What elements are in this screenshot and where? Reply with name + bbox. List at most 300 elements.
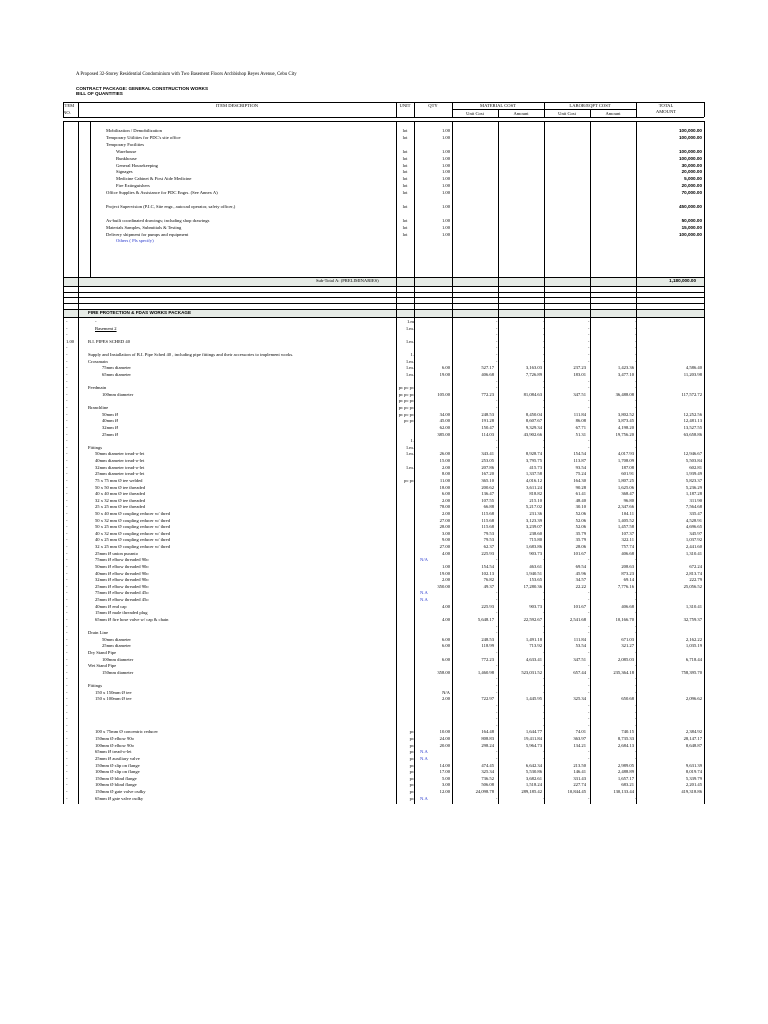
row-lab-amount: 757.74 [621,544,634,550]
row-total: 4,586.40 [685,365,702,371]
empty-cell-dash: - [543,385,545,391]
row-lab-amount: 1,807.25 [617,477,634,483]
row-description: 25mm Ø elbow threaded 45o [95,597,149,603]
row-qty: N/A [420,557,428,563]
prelim-unit: lot [402,203,408,209]
empty-cell-dash: - [543,676,545,682]
row-item-no: - [66,524,68,530]
row-total: 2,813.74 [685,570,702,576]
row-description: 150mm diameter [102,669,134,675]
row-item-no: - [66,742,68,748]
row-item-no: - [66,319,68,324]
row-total: 602.81 [689,464,702,470]
row-qty: 45.00 [439,418,450,424]
row-description: 65mm Ø gate valve osdky [95,795,144,801]
row-item-no: - [66,345,68,351]
row-lab-unit-cost: 93.54 [575,464,586,470]
row-item-no: - [66,365,68,371]
row-description: 32mm Ø [102,424,119,430]
row-total: 7,564.68 [685,504,702,510]
row-qty: 4.00 [441,616,450,622]
row-lab-amount: 3,802.52 [617,411,634,417]
row-lab-amount: 3,477.10 [617,371,634,377]
empty-cell-dash: - [543,405,545,411]
empty-cell-dash: - [543,689,545,695]
row-mat-unit-cost: 66.88 [483,504,494,510]
row-lab-amount: 8,735.33 [617,736,634,742]
row-item-no: - [66,530,68,536]
prelim-total: 5,000.00 [684,176,702,182]
row-item-no: - [66,775,68,781]
col-lab-amount: Amount [605,111,621,116]
empty-cell-dash: - [543,398,545,404]
contract-package: CONTRACT PACKAGE: GENERAL CONSTRUCTION WORKS [76,86,209,91]
row-mat-unit-cost: 736.52 [481,775,494,781]
row-total: 2,384.92 [685,729,702,735]
row-lab-amount: 4,017.93 [617,451,634,457]
row-lab-unit-cost: 34.57 [575,577,586,583]
prelim-qty: 1.00 [441,231,450,237]
row-item-no: - [66,424,68,430]
row-mat-unit-cost: 225.93 [481,603,494,609]
row-lab-amount: 671.03 [621,636,634,642]
row-qty: 6.00 [441,491,450,497]
row-item-no: - [66,405,68,411]
row-mat-amount: 1,518.24 [525,782,542,788]
prelim-unit: lot [402,224,408,230]
row-item-no: - [66,451,68,457]
row-description: 32 x 25 mm Ø coupling reducer w/ thred [95,544,171,550]
row-qty: N.A [420,755,428,761]
empty-cell-dash: - [543,438,545,444]
row-description: 150mm Ø elbow 90o [95,736,134,742]
row-mat-amount: 3,611.24 [526,484,542,490]
row-lab-unit-cost: 28.06 [575,544,586,550]
empty-cell-dash: - [543,345,545,351]
row-mat-amount: 238.60 [529,530,542,536]
empty-cell-dash: - [496,630,498,636]
row-item-no: - [66,630,68,636]
prelim-total: 50,000.00 [681,217,702,223]
empty-cell-dash: - [635,405,637,411]
prelim-description: Office Supplies & Assistance for PDC Engrs. (See Annex A) [106,190,218,196]
row-mat-unit-cost: 76.82 [483,577,494,583]
row-mat-amount: 19,411.84 [523,736,542,742]
prelim-unit: lot [402,155,408,161]
row-total: 672.24 [689,563,702,569]
prelim-total: 100,000.00 [679,128,702,133]
row-total: 5,823.37 [685,477,702,483]
empty-cell-dash: - [543,338,545,344]
row-description: Fittings [88,444,103,450]
row-mat-unit-cost: 114.03 [481,431,494,437]
prelim-total: 100,000.00 [679,231,702,237]
empty-cell-dash: - [588,405,590,411]
row-description: 150 x 150mm Ø tee [95,689,132,695]
row-lab-unit-cost: 101.67 [573,550,586,556]
row-unit: pc [409,769,414,775]
col-material-cost: MATERIAL COST [480,103,516,108]
row-description: B.I. PIPES SCHED 40 [88,338,130,344]
row-mat-amount: 4,633.41 [525,656,542,662]
row-item-no: - [66,683,68,689]
row-lab-unit-cost: 331.43 [573,775,586,781]
row-description: 150mm Ø gate valve osdky [95,789,146,795]
empty-cell-dash: - [496,438,498,444]
row-total: 1,187.28 [685,491,702,497]
row-lab-amount: 650.68 [621,696,634,702]
row-mat-unit-cost: 115.68 [481,517,494,523]
row-lab-amount: 368.47 [621,491,634,497]
empty-cell-dash: - [635,683,637,689]
row-total: 32,759.37 [683,616,702,622]
row-lab-unit-cost: 67.71 [575,424,586,430]
row-qty: 28.00 [439,524,450,530]
row-lab-amount: 104.11 [621,510,634,516]
row-mat-unit-cost: 5,648.17 [477,616,494,622]
row-item-no: - [66,769,68,775]
empty-cell-dash: - [543,716,545,722]
row-lab-unit-cost: 325.34 [573,696,586,702]
row-mat-amount: 1,445.95 [525,696,542,702]
prelim-unit: lot [402,148,408,154]
row-description: 40mm diameter tread-o-let [95,458,145,464]
row-item-no: - [66,729,68,735]
row-qty: 26.00 [439,451,450,457]
row-description: 50 x 50 mm Ø tee threaded [95,484,146,490]
row-lab-amount: 2,085.03 [617,656,634,662]
row-qty: 6.00 [441,636,450,642]
row-description: 100mm Ø slip on flange [95,769,140,775]
empty-cell-dash: - [543,610,545,616]
row-mat-amount: 22,592.67 [523,616,542,622]
empty-cell-dash: - [588,630,590,636]
row-unit: 1.m. [405,444,414,450]
row-total: 12,252.56 [683,411,702,417]
row-qty: 1.00 [441,563,450,569]
row-lab-unit-cost: 111.84 [573,636,586,642]
row-lab-amount: 2,488.89 [617,769,634,775]
row-mat-amount: 6,642.34 [525,762,542,768]
row-qty: 2.00 [441,577,450,583]
row-unit: pc pc pc [398,391,414,397]
row-mat-amount: 4,016.12 [525,477,542,483]
prelim-unit: lot [402,183,408,189]
row-item-no: - [66,458,68,464]
row-lab-amount: 1,457.58 [617,524,634,530]
row-mat-unit-cost: 722.97 [481,696,494,702]
empty-cell-dash: - [543,683,545,689]
empty-cell-dash: - [588,358,590,364]
empty-cell-dash: - [496,623,498,629]
empty-cell-dash: - [635,755,637,761]
row-description: 25mm diameter [102,643,131,649]
prelim-unit: lot [402,169,408,175]
row-mat-unit-cost: 248.53 [481,411,494,417]
row-mat-unit-cost: 325.34 [481,769,494,775]
row-unit: 1.m. [405,325,414,331]
empty-cell-dash: - [543,795,545,801]
row-item-no: - [66,583,68,589]
row-unit: pc pc pc [398,405,414,411]
row-total: 345.97 [689,530,702,536]
row-item-no: - [66,517,68,523]
row-lab-unit-cost: 146.41 [573,769,586,775]
prelim-qty: 1.00 [441,148,450,154]
row-description: Branchline [88,405,109,411]
empty-cell-dash: - [496,683,498,689]
empty-cell-dash: - [496,398,498,404]
row-description: 75mm diameter [102,365,131,371]
row-lab-unit-cost: 30.10 [575,504,586,510]
empty-cell-dash: - [588,610,590,616]
subtotal-label: Sub-Total A: (PRELIMINARIES) [316,278,379,283]
row-lab-amount: 2,684.13 [617,742,634,748]
empty-cell-dash: - [543,319,545,324]
row-unit: pc [409,742,414,748]
empty-cell-dash: - [496,590,498,596]
row-description: 50mm Ø elbow threaded 90o [95,563,149,569]
row-item-no: - [66,663,68,669]
boq-title: BILL OF QUANTITIES [76,91,123,96]
row-description: 40mm Ø end cap [95,603,127,609]
col-qty: QTY [428,103,438,108]
empty-cell-dash: - [588,597,590,603]
row-item-no: - [66,656,68,662]
row-total: 63,658.86 [683,431,702,437]
row-lab-amount: 873.23 [621,570,634,576]
empty-cell-dash: - [635,557,637,563]
row-description: Dry Stand Pipe [88,650,117,655]
row-item-no: - [66,358,68,364]
row-item-no: - [66,438,68,444]
row-lab-amount: 36,488.08 [615,391,634,397]
empty-cell-dash: - [496,749,498,755]
row-item-no: - [66,391,68,397]
prelim-qty: 1.00 [441,183,450,189]
row-total: 8,019.74 [685,769,702,775]
row-unit: 1.m [406,319,414,324]
row-total: 1,939.49 [685,471,702,477]
row-description: Feedmain [88,385,107,391]
row-unit: 1.m. [405,365,414,371]
row-item-no: - [66,464,68,470]
row-mat-amount: 463.61 [529,563,542,569]
row-qty: 2.00 [441,497,450,503]
empty-cell-dash: - [543,332,545,338]
row-description: 25mm Ø elbow threaded 90o [95,583,149,589]
row-total: 4,696.65 [685,524,702,530]
row-mat-amount: 153.65 [529,577,542,583]
row-unit: 1.m. [405,358,414,364]
row-item-no: - [66,689,68,695]
row-qty: 350.00 [437,583,450,589]
row-description: 32mm diameter tread-o-let [95,464,145,470]
row-mat-unit-cost: 136.47 [481,491,494,497]
row-total: 419,318.86 [681,789,702,795]
row-mat-unit-cost: 365.10 [481,477,494,483]
row-qty: 10.00 [439,729,450,735]
row-description: 40 x 32 mm Ø coupling reducer w/ thred [95,530,171,536]
row-mat-amount: 8,928.74 [525,451,542,457]
row-mat-unit-cost: 474.45 [481,762,494,768]
row-mat-amount: 903.73 [529,550,542,556]
row-mat-unit-cost: 164.48 [481,729,494,735]
prelim-total: 450,000.00 [679,203,702,209]
empty-cell-dash: - [496,795,498,801]
row-mat-amount: 3,239.07 [525,524,542,530]
row-item-no: - [66,716,68,722]
prelim-description: As-built coordinated drawings; including shop drawings [106,217,210,223]
empty-cell-dash: - [588,319,590,324]
row-lab-unit-cost: 51.31 [575,431,586,437]
row-item-no: - [66,577,68,583]
row-item-no: - [66,570,68,576]
empty-cell-dash: - [496,557,498,563]
row-description: 25mm Ø auxiliary valve [95,755,140,761]
row-qty: 27.00 [439,544,450,550]
row-lab-unit-cost: 183.01 [573,371,586,377]
prelim-total: 20,000.00 [681,169,702,175]
row-mat-amount: 3,682.61 [525,775,542,781]
empty-cell-dash: - [635,444,637,450]
row-mat-unit-cost: 24,098.78 [475,789,494,795]
row-lab-unit-cost: 657.44 [573,669,586,675]
row-description: 40 x 25 mm Ø coupling reducer w/ thred [95,537,171,543]
row-mat-amount: 81,084.63 [523,391,542,397]
prelim-unit: lot [402,231,408,237]
row-total: 1,035.19 [685,643,702,649]
row-item-no: - [66,418,68,424]
col-item-no-2: NO. [63,110,71,115]
row-lab-amount: 406.68 [621,550,634,556]
empty-cell-dash: - [496,689,498,695]
row-mat-amount: 1,683.86 [525,544,542,550]
row-mat-amount: 215.10 [529,497,542,503]
row-mat-unit-cost: 506.08 [481,782,494,788]
row-item-no: - [66,789,68,795]
row-lab-amount: 321.27 [621,643,634,649]
row-mat-amount: 1,337.58 [525,471,542,477]
empty-cell-dash: - [543,663,545,669]
row-description: 50mm diameter tread-o-let [95,451,145,457]
row-mat-unit-cost: 207.86 [481,464,494,470]
empty-cell-dash: - [588,438,590,444]
row-lab-unit-cost: 53.54 [575,643,586,649]
row-lab-unit-cost: 52.06 [575,517,586,523]
row-qty: 8.00 [441,471,450,477]
row-description: 50mm diameter [102,636,131,642]
row-description: 50 x 40 mm Ø coupling reducer w/ thred [95,510,171,516]
row-item-no: - [66,755,68,761]
prelim-unit: lot [402,162,408,168]
row-unit: pc pc [404,418,414,424]
empty-cell-dash: - [635,385,637,391]
prelim-unit: lot [402,128,408,133]
empty-cell-dash: - [635,795,637,801]
row-unit: 1.m. [405,338,414,344]
row-item-no: - [66,484,68,490]
row-item-no: - [66,378,68,384]
row-total: 335.47 [689,510,702,516]
row-unit: pc [409,795,414,801]
prelim-description: Bunkhouse [116,155,137,161]
row-unit: pc [409,749,414,755]
row-description: 50mm Ø [102,411,119,417]
row-description: 65mm diameter [102,371,131,377]
row-mat-amount: 523,031.52 [521,669,542,675]
row-qty: 6.00 [441,656,450,662]
project-title: A Proposed 32-Storey Residential Condominium with Two Basement Floors Archbishop Reyes Avenue, Cebu City [76,72,297,77]
prelim-description: Temporary Utilities for PDC's site office [106,134,181,140]
row-total: 11,203.98 [683,371,702,377]
row-mat-unit-cost: 772.23 [481,656,494,662]
row-item-no: - [66,696,68,702]
row-mat-unit-cost: 118.99 [481,643,494,649]
row-mat-amount: 1,491.18 [525,636,542,642]
row-mat-unit-cost: 102.13 [481,570,494,576]
row-qty: 27.00 [439,517,450,523]
row-total: 4,528.91 [685,517,702,523]
col-item-no-1: ITEM [63,103,75,108]
row-qty: 6.00 [441,643,450,649]
prelim-description: Project Supervision (P.I.C, Site engr., autocad operator, safety officer,) [106,203,236,209]
row-total: 13,527.55 [683,424,702,430]
row-unit: pc pc [404,477,414,483]
row-item-no: - [66,749,68,755]
row-qty: 12.00 [439,789,450,795]
row-mat-amount: 713.92 [529,643,542,649]
row-lab-amount: 2,989.05 [617,762,634,768]
row-lab-unit-cost: 227.74 [573,782,586,788]
empty-cell-dash: - [635,352,637,358]
empty-cell-dash: - [496,345,498,351]
row-item-no: - [66,782,68,788]
row-item-no: - [66,471,68,477]
empty-cell-dash: - [588,378,590,384]
row-unit: 1. [410,438,414,444]
prelim-total: 20,000.00 [681,183,702,189]
row-mat-amount: 7,726.89 [525,371,542,377]
empty-cell-dash: - [588,325,590,331]
prelim-qty: 1.00 [441,190,450,196]
empty-cell-dash: - [635,398,637,404]
row-lab-amount: 208.63 [621,563,634,569]
row-qty: 5.00 [441,775,450,781]
empty-cell-dash: - [496,676,498,682]
empty-cell-dash: - [588,444,590,450]
row-item-no: - [66,398,68,404]
empty-cell-dash: - [635,722,637,728]
prelim-description: Warehouse [116,148,137,154]
empty-cell-dash: - [635,650,637,655]
empty-cell-dash: - [635,325,637,331]
row-mat-unit-cost: 79.53 [483,530,494,536]
col-unit: UNIT [399,103,411,108]
row-lab-unit-cost: 52.06 [575,524,586,530]
empty-cell-dash: - [635,378,637,384]
empty-cell-dash: - [635,663,637,669]
empty-cell-dash: - [496,378,498,384]
row-lab-amount: 1,423.36 [617,365,634,371]
empty-cell-dash: - [588,338,590,344]
row-mat-unit-cost: 115.68 [481,524,494,530]
prelim-description: Signages [116,169,133,175]
row-description: Supply and Installation of B.I. Pipe Sched 40 , including pipe fittings and their accessories to implement works. [88,352,294,358]
row-mat-amount: 43,902.66 [523,431,542,437]
row-qty: 20.00 [439,742,450,748]
row-mat-unit-cost: 115.68 [481,510,494,516]
